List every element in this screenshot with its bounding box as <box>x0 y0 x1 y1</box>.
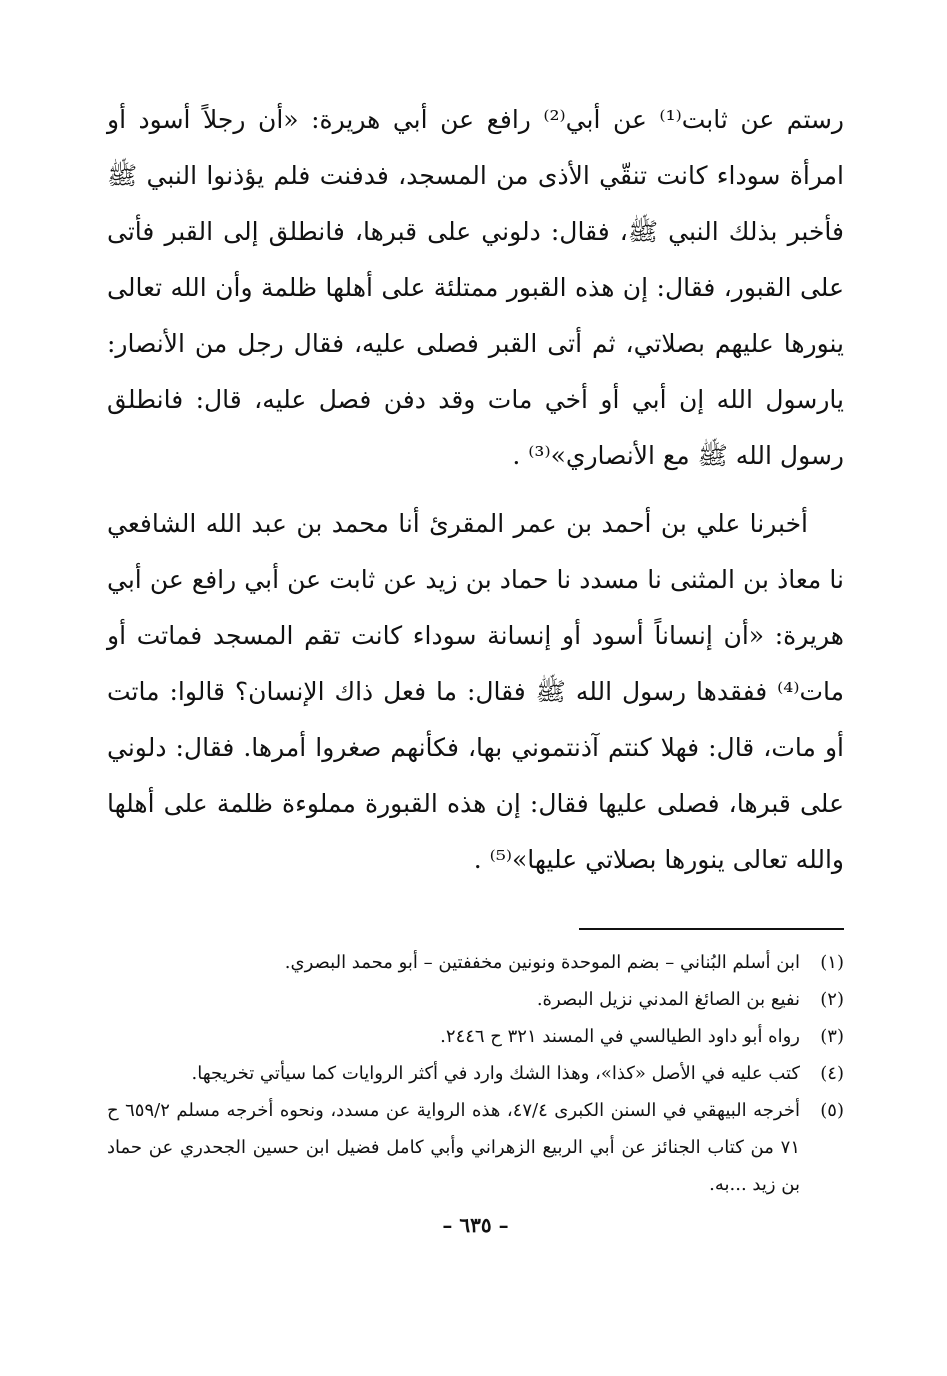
footnote-text: كتب عليه في الأصل «كذا»، وهذا الشك وارد في أكثر الروايات كما سيأتي تخريجها. <box>191 1063 800 1084</box>
footnote-text: ابن أسلم البُناني – بضم الموحدة ونونين مخففتين – أبو محمد البصري. <box>284 952 800 973</box>
footnote-divider <box>579 928 844 930</box>
book-page <box>107 92 844 1241</box>
footnote-number: (٣) <box>820 1026 844 1047</box>
footnote-number: (٥) <box>820 1100 844 1121</box>
footnote-number: (٤) <box>820 1063 844 1084</box>
footnote-item-5 <box>107 1092 844 1203</box>
footnote-number: (٢) <box>820 989 844 1010</box>
footnote-item-2 <box>107 981 844 1018</box>
paragraph-1: رستم عن ثابت⁽¹⁾ عن أبي⁽²⁾ رافع عن أبي هريرة: «أن رجلاً أسود أو امرأة سوداء كانت تنقّي الأذى من المسجد، فدفنت فلم يؤذنوا النبي ﷺ فأخبر بذلك النبي ﷺ، فقال: دلوني على قبرها، فانطلق إلى القبر فأتى على القبور، فقال: إن هذه القبور ممتلئة على أهلها ظلمة وأن الله تعالى ينورها عليهم بصلاتي، ثم أتى القبر فصلى عليه، فقال رجل من الأنصار: يارسول الله إن أبي أو أخي مات وقد دفن فصل عليه، قال: فانطلق رسول الله ﷺ مع الأنصاري»⁽³⁾ . <box>107 105 845 470</box>
footnote-text: أخرجه البيهقي في السنن الكبرى ٤٧/٤، هذه الرواية عن مسدد، ونحوه أخرجه مسلم ٦٥٩/٢ ح ٧١ من كتاب الجنائز عن أبي الربيع الزهراني وأبي كامل فضيل ابن حسين الجحدري عن حماد بن زيد ...به. <box>107 1100 800 1195</box>
main-text <box>107 92 844 888</box>
paragraph-2: أخبرنا علي بن أحمد بن عمر المقرئ أنا محمد بن عبد الله الشافعي نا معاذ بن المثنى نا مسدد نا حماد بن زيد عن ثابت عن أبي رافع عن أبي هريرة: «أن إنساناً أسود أو إنسانة سوداء كانت تقم المسجد فماتت أو مات⁽⁴⁾ ففقدها رسول الله ﷺ فقال: ما فعل ذاك الإنسان؟ قالوا: ماتت أو مات، قال: فهلا كنتم آذنتموني بها، فكأنهم صغروا أمرها. فقال: دلوني على قبرها، فصلى عليها فقال: إن هذه القبورة مملوءة ظلمة على أهلها والله تعالى ينورها بصلاتي عليها»⁽⁵⁾ . <box>107 509 844 874</box>
footnote-text: نفيع بن الصائغ المدني نزيل البصرة. <box>536 989 800 1010</box>
footnotes-list <box>107 944 844 1203</box>
footnote-item-1 <box>107 944 844 981</box>
footnote-text: رواه أبو داود الطيالسي في المسند ٣٢١ ح ٢٤٤٦. <box>440 1026 800 1047</box>
footnote-item-4 <box>107 1055 844 1092</box>
footnote-item-3 <box>107 1018 844 1055</box>
page-number: – ٦٣٥ – <box>442 1213 509 1237</box>
footnote-number: (١) <box>820 952 844 973</box>
